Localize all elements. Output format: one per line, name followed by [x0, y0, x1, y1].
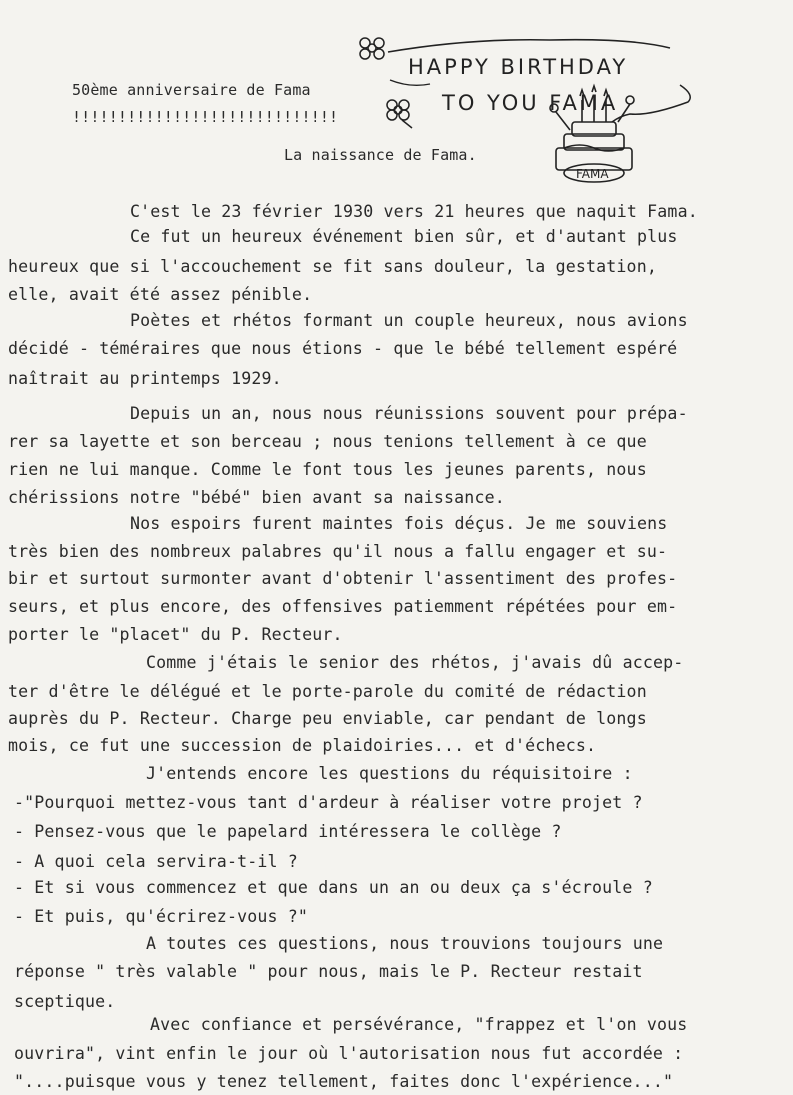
body-line: décidé - téméraires que nous étions - que le bébé tellement espéré — [8, 339, 678, 358]
body-line: -"Pourquoi mettez-vous tant d'ardeur à réaliser votre projet ? — [14, 793, 643, 812]
body-line: - A quoi cela servira-t-il ? — [14, 852, 298, 871]
body-line: mois, ce fut une succession de plaidoiries... et d'échecs. — [8, 736, 597, 755]
article-title: La naissance de Fama. — [284, 146, 477, 164]
body-line: J'entends encore les questions du réquisitoire : — [146, 764, 633, 783]
birthday-text-line1: HAPPY BIRTHDAY — [408, 55, 629, 79]
body-line: Comme j'étais le senior des rhétos, j'avais dû accep- — [146, 653, 684, 672]
body-line: rien ne lui manque. Comme le font tous les jeunes parents, nous — [8, 460, 647, 479]
body-line: Avec confiance et persévérance, "frappez et l'on vous — [150, 1015, 688, 1034]
body-line: porter le "placet" du P. Recteur. — [8, 625, 343, 644]
body-line: - Et puis, qu'écrirez-vous ?" — [14, 907, 309, 926]
body-line: Ce fut un heureux événement bien sûr, et d'autant plus — [130, 227, 678, 246]
body-line: ouvrira", vint enfin le jour où l'autorisation nous fut accordée : — [14, 1044, 684, 1063]
body-line: très bien des nombreux palabres qu'il nous a fallu engager et su- — [8, 542, 668, 561]
exclamation-row: !!!!!!!!!!!!!!!!!!!!!!!!!!!!! — [72, 108, 339, 126]
body-line: rer sa layette et son berceau ; nous tenions tellement à ce que — [8, 432, 647, 451]
body-line: - Pensez-vous que le papelard intéressera le collège ? — [14, 822, 562, 841]
body-line: Depuis un an, nous nous réunissions souvent pour prépa- — [130, 404, 688, 423]
body-line: auprès du P. Recteur. Charge peu enviable, car pendant de longs — [8, 709, 647, 728]
flower-icon — [387, 100, 412, 128]
cake-label: FAMA — [576, 167, 609, 181]
body-line: seurs, et plus encore, des offensives patiemment répétées pour em- — [8, 597, 678, 616]
body-line: bir et surtout surmonter avant d'obtenir l'assentiment des profes- — [8, 569, 678, 588]
birthday-text-line2: TO YOU FAMA — [442, 91, 619, 115]
body-line: heureux que si l'accouchement se fit sans douleur, la gestation, — [8, 257, 657, 276]
anniversary-heading: 50ème anniversaire de Fama — [72, 81, 311, 99]
body-line: - Et si vous commencez et que dans un an ou deux ça s'écroule ? — [14, 878, 653, 897]
body-line: sceptique. — [14, 992, 116, 1011]
body-line: Poètes et rhétos formant un couple heureux, nous avions — [130, 311, 688, 330]
body-line: Nos espoirs furent maintes fois déçus. Je me souviens — [130, 514, 668, 533]
body-line: "....puisque vous y tenez tellement, faites donc l'expérience..." — [14, 1072, 674, 1091]
body-line: A toutes ces questions, nous trouvions toujours une — [146, 934, 664, 953]
body-line: naîtrait au printemps 1929. — [8, 369, 282, 388]
body-line: chérissions notre "bébé" bien avant sa naissance. — [8, 488, 505, 507]
body-line: C'est le 23 février 1930 vers 21 heures que naquit Fama. — [130, 202, 698, 221]
body-line: réponse " très valable " pour nous, mais le P. Recteur restait — [14, 962, 643, 981]
body-line: elle, avait été assez pénible. — [8, 285, 313, 304]
body-line: ter d'être le délégué et le porte-parole du comité de rédaction — [8, 682, 647, 701]
flower-icon — [360, 38, 384, 59]
birthday-drawing — [350, 30, 710, 190]
